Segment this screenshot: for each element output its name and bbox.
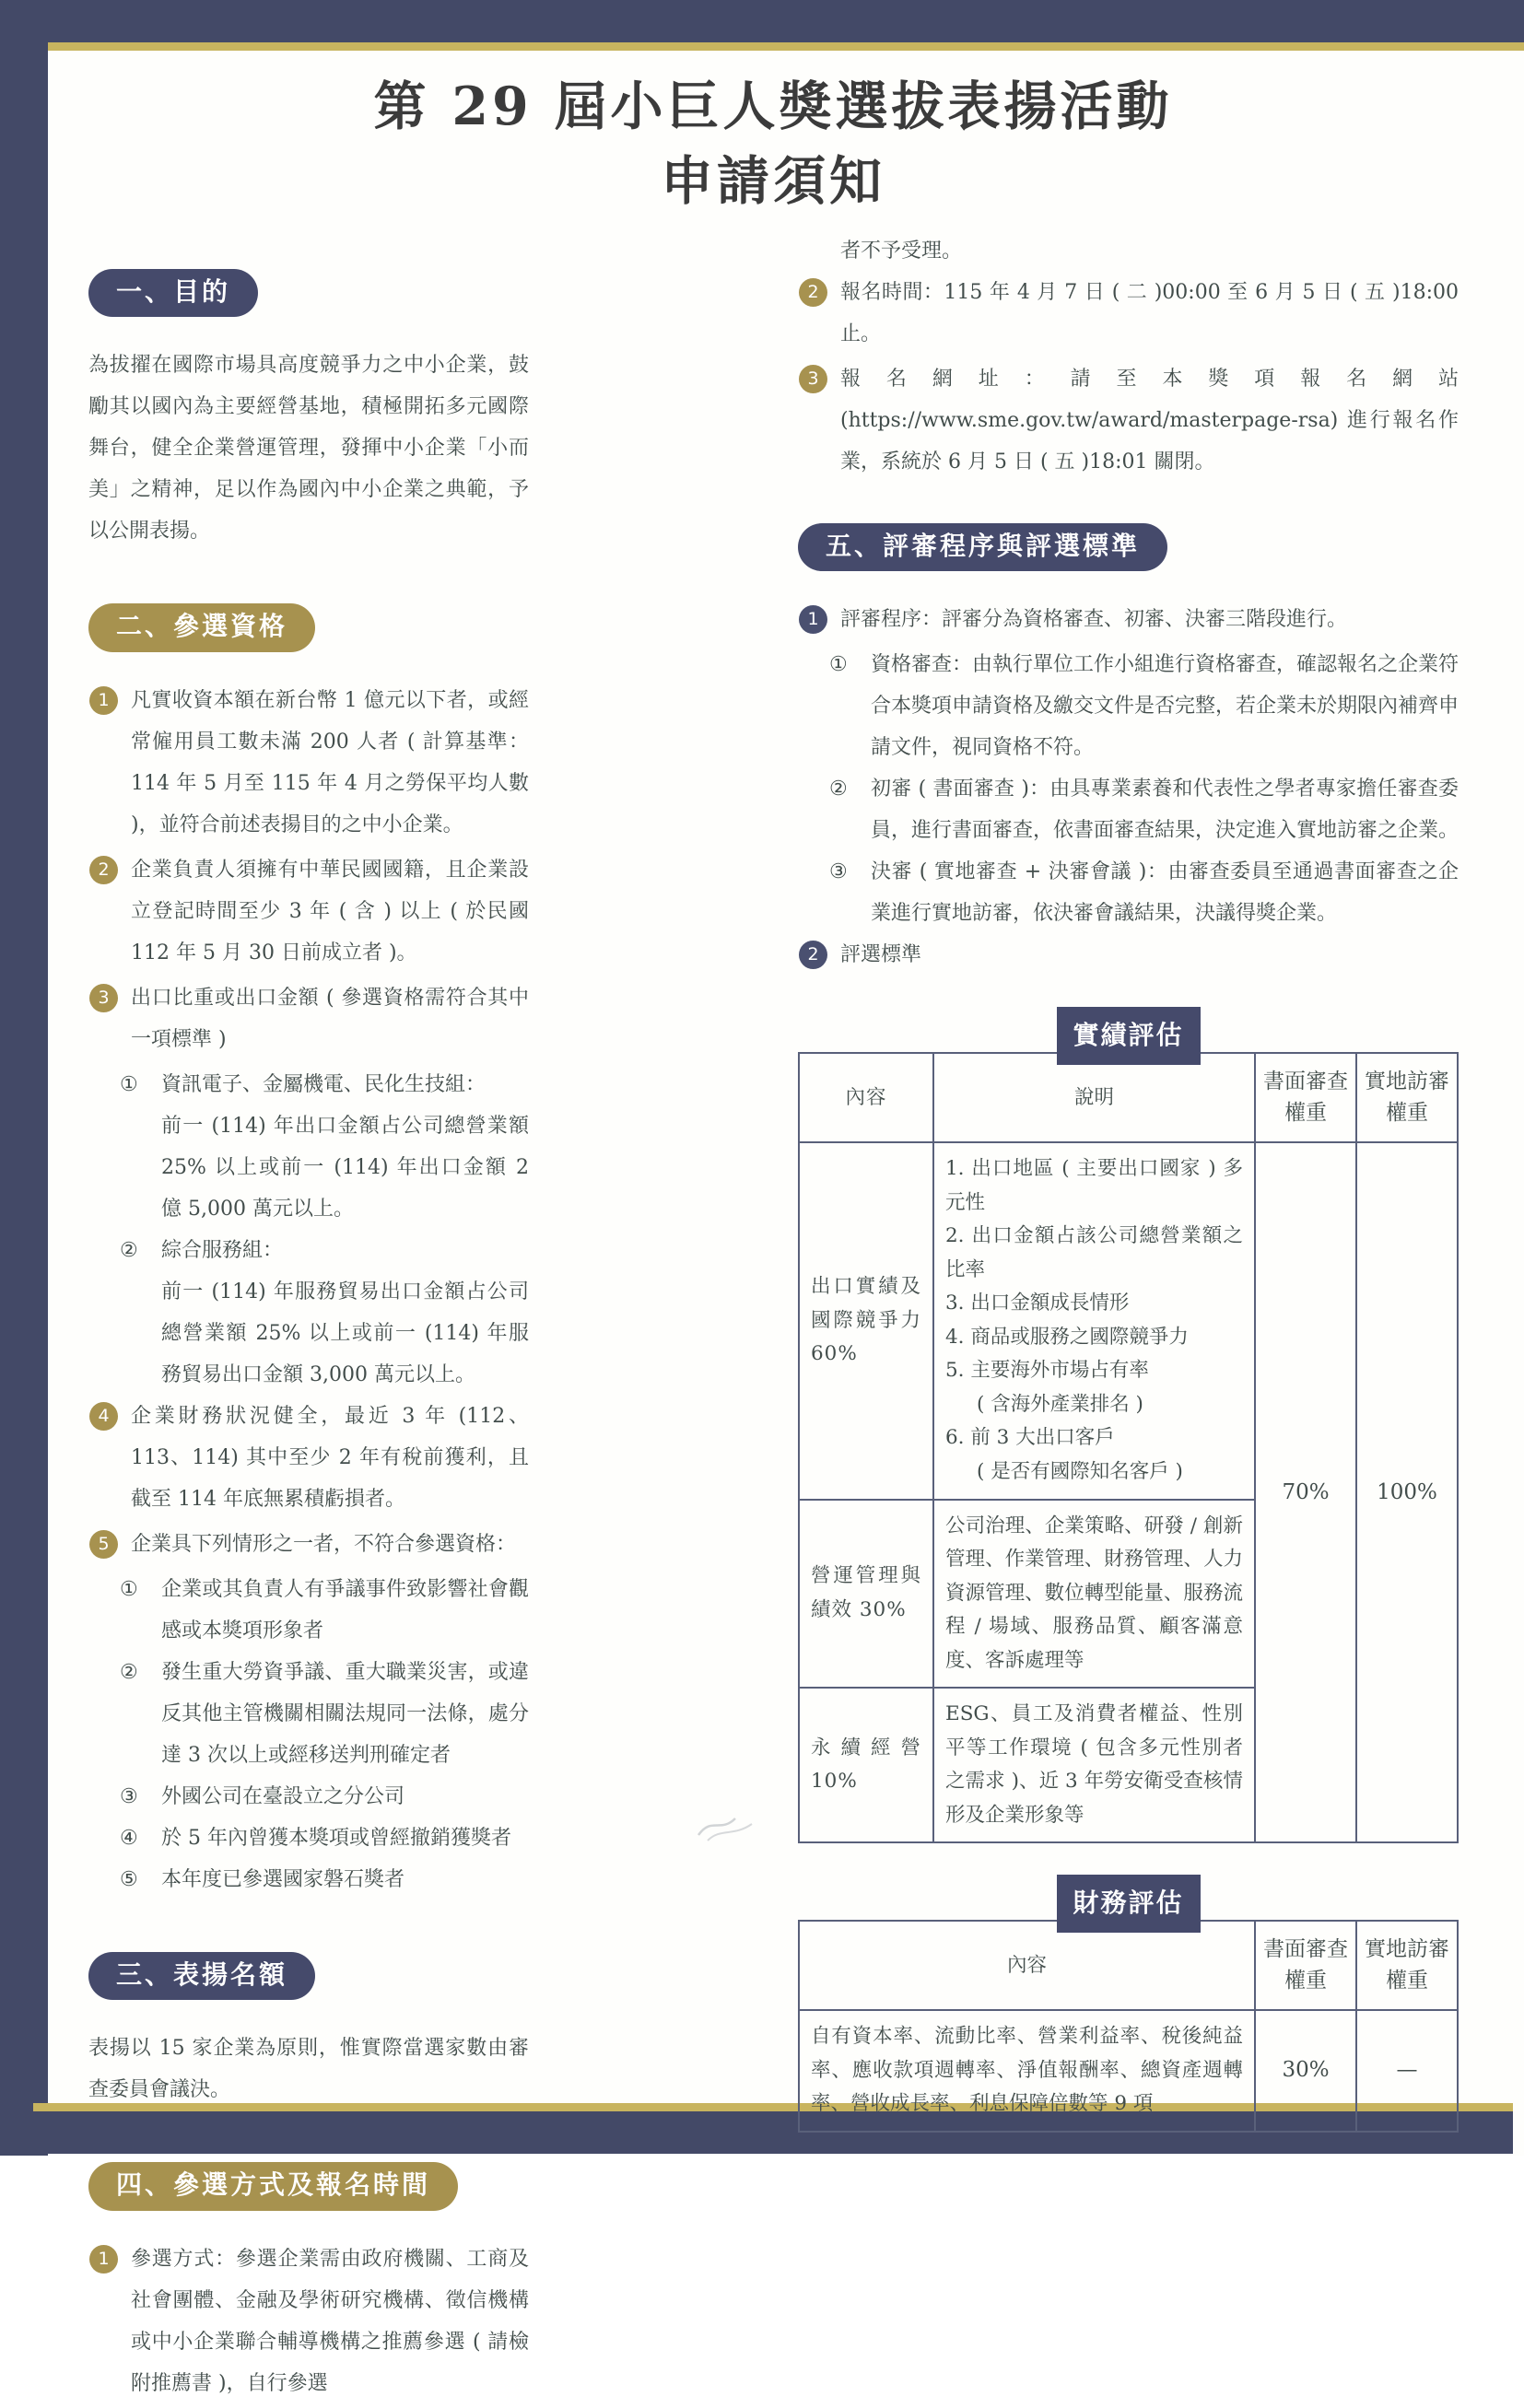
item-number-badge: 1	[89, 2245, 118, 2274]
eligibility-item-5	[88, 1524, 529, 1565]
table-row-export	[799, 1142, 1458, 1499]
cell-content: 營運管理與績效 30%	[799, 1500, 933, 1689]
application-item-1	[88, 2239, 529, 2404]
eligibility-item-4	[88, 1396, 529, 1520]
item-number-badge: 4	[89, 1402, 118, 1431]
performance-table-title: 實績評估	[1057, 1007, 1201, 1065]
frame-left-band	[0, 0, 48, 2156]
eligibility-item-3-subitems	[120, 1064, 529, 1396]
sub-item-text: 決審 ( 實地審查 + 決審會議 )：由審查委員至通過書面審查之企業進行實地訪審，依決審會議結果，決議得獎企業。	[871, 860, 1459, 926]
header-content: 內容	[799, 1053, 933, 1142]
sub-item-label: ②	[120, 1660, 138, 1684]
item-text: 企業財務狀況健全，最近 3 年 (112、113、114) 其中至少 2 年有稅前獲利，且截至 114 年底無累積虧損者。	[131, 1404, 529, 1511]
sub-item-label: ②	[829, 777, 848, 801]
item-number-badge: 3	[799, 365, 827, 393]
frame-top-band	[0, 0, 1524, 42]
review-item-1	[798, 599, 1459, 640]
table-header-row	[799, 1921, 1458, 2010]
review-item-1-subitems	[829, 644, 1459, 934]
page-title-line2: 申請須知	[661, 149, 885, 212]
desc-line: 6. 前 3 大出口客戶	[945, 1426, 1115, 1450]
sub-item-label: ④	[120, 1826, 138, 1850]
eligibility-item-3	[88, 977, 529, 1060]
item-text: 凡實收資本額在新台幣 1 億元以下者，或經常僱用員工數未滿 200 人者 ( 計算基準：114 年 5 月至 115 年 4 月之勞保平均人數 )，並符合前述表揚目的之中小企業。	[131, 688, 529, 836]
sub-item-text: 資格審查：由執行單位工作小組進行資格審查，確認報名之企業符合本獎項申請資格及繳交文件是否完整，若企業未於期限內補齊申請文件，視同資格不符。	[871, 653, 1460, 760]
sub-item-text: 本年度已參選國家磐石獎者	[161, 1867, 405, 1891]
quota-paragraph: 表揚以 15 家企業為原則，惟實際當選家數由審查委員會議決。	[88, 2037, 529, 2102]
sub-item	[120, 1230, 529, 1396]
section-badge-quota: 三、表揚名額	[88, 1952, 315, 2000]
performance-evaluation-block	[798, 1007, 1459, 1843]
sub-item-label: ①	[829, 653, 848, 677]
financial-evaluation-table	[798, 1920, 1459, 2132]
header-description: 說明	[933, 1053, 1255, 1142]
financial-evaluation-block	[798, 1875, 1459, 2132]
desc-line: 1. 出口地區 ( 主要出口國家 ) 多元性	[945, 1157, 1243, 1214]
application-item-2	[798, 272, 1459, 355]
item-number-badge: 2	[799, 278, 827, 307]
sub-item-label: ③	[120, 1784, 138, 1808]
cell-site-weight: —	[1356, 2010, 1458, 2132]
sub-item-text: 企業或其負責人有爭議事件致影響社會觀感或本獎項形象者	[161, 1577, 529, 1642]
sub-item-head: 綜合服務組：	[161, 1238, 284, 1262]
section-badge-application: 四、參選方式及報名時間	[88, 2162, 458, 2210]
right-column	[798, 230, 1459, 2133]
sub-item-body: 前一 (114) 年服務貿易出口金額占公司總營業額 25% 以上或前一 (114) 年服務貿易出口金額 3,000 萬元以上。	[161, 1280, 529, 1386]
desc-line: ( 含海外產業排名 )	[977, 1392, 1143, 1416]
eligibility-item-2	[88, 849, 529, 974]
sub-item-label: ⑤	[120, 1867, 138, 1891]
cell-content: 永續經營 10%	[799, 1688, 933, 1842]
sub-item	[120, 1569, 529, 1652]
item-number-badge: 2	[799, 941, 827, 969]
sub-item	[829, 644, 1459, 768]
header-doc-weight: 書面審查權重	[1255, 1921, 1356, 2010]
item-number-badge: 1	[89, 686, 118, 715]
sub-item-text	[161, 1230, 529, 1396]
table-header-row	[799, 1053, 1458, 1142]
cell-site-weight: 100%	[1356, 1142, 1458, 1842]
sub-item-label: ②	[120, 1238, 138, 1262]
sub-item	[829, 851, 1459, 934]
left-column	[88, 269, 529, 2408]
cell-content: 出口實績及國際競爭力 60%	[799, 1142, 933, 1499]
item-text: 企業具下列情形之一者，不符合參選資格：	[131, 1532, 517, 1556]
sub-item-text: 於 5 年內曾獲本獎項或曾經撤銷獲獎者	[161, 1826, 511, 1850]
review-item-2	[798, 934, 1459, 976]
sub-item	[120, 1776, 529, 1818]
sub-item-text	[161, 1064, 529, 1230]
sub-item	[120, 1652, 529, 1776]
financial-table-title: 財務評估	[1057, 1875, 1201, 1933]
sub-item-label: ①	[120, 1072, 138, 1096]
desc-line: 5. 主要海外市場占有率	[945, 1359, 1149, 1383]
eligibility-item-5-subitems	[120, 1569, 529, 1900]
item-number-badge: 1	[799, 605, 827, 634]
item-text: 評審程序：評審分為資格審查、初審、決審三階段進行。	[840, 608, 1348, 632]
sub-item-body: 前一 (114) 年出口金額占公司總營業額 25% 以上或前一 (114) 年出口金額 2 億 5,000 萬元以上。	[161, 1114, 529, 1221]
page-title	[88, 70, 1459, 219]
application-item-3	[798, 358, 1459, 483]
cell-doc-weight: 30%	[1255, 2010, 1356, 2132]
sub-item-label: ①	[120, 1577, 138, 1601]
cell-description	[933, 1142, 1255, 1499]
performance-evaluation-table	[798, 1052, 1459, 1843]
frame-gold-line-top	[48, 42, 1524, 51]
header-site-weight: 實地訪審權重	[1356, 1053, 1458, 1142]
cell-description: ESG、員工及消費者權益、性別平等工作環境 ( 包含多元性別者之需求 )、近 3 年勞安衛受查核情形及企業形象等	[933, 1688, 1255, 1842]
item-text: 評選標準	[840, 943, 922, 967]
sub-item-text: 外國公司在臺設立之分公司	[161, 1784, 405, 1808]
section-badge-purpose: 一、目的	[88, 269, 258, 317]
item-number-badge: 2	[89, 856, 118, 884]
desc-line: 2. 出口金額占該公司總營業額之比率	[945, 1224, 1243, 1281]
sub-item-head: 資訊電子、金屬機電、民化生技組：	[161, 1072, 487, 1096]
cell-doc-weight: 70%	[1255, 1142, 1356, 1842]
sub-item	[120, 1818, 529, 1859]
sub-item	[829, 768, 1459, 851]
sub-item	[120, 1859, 529, 1900]
sub-item	[120, 1064, 529, 1230]
item-text: 企業負責人須擁有中華民國國籍，且企業設立登記時間至少 3 年 ( 含 ) 以上 ( 於民國 112 年 5 月 30 日前成立者 )。	[131, 858, 529, 964]
item-text: 報名網址：請至本獎項報名網站 (https://www.sme.gov.tw/award/masterpage-rsa) 進行報名作業，系統於 6 月 5 日 ( 五 )18:01 關閉。	[840, 368, 1459, 473]
item-text: 報名時間：115 年 4 月 7 日 ( 二 )00:00 至 6 月 5 日 ( 五 )18:00 止。	[840, 281, 1459, 345]
header-content: 內容	[799, 1921, 1255, 2010]
item-text: 出口比重或出口金額 ( 參選資格需符合其中一項標準 )	[131, 986, 529, 1051]
header-site-weight: 實地訪審權重	[1356, 1921, 1458, 2010]
pen-mark	[693, 1807, 763, 1848]
sub-item-label: ③	[829, 860, 848, 884]
section-badge-eligibility: 二、參選資格	[88, 603, 315, 651]
purpose-paragraph: 為拔擢在國際市場具高度競爭力之中小企業，鼓勵其以國內為主要經營基地，積極開拓多元國際舞台，健全企業營運管理，發揮中小企業「小而美」之精神，足以作為國內中小企業之典範，予以公開表揚。	[88, 354, 529, 544]
cell-content: 自有資本率、流動比率、營業利益率、稅後純益率、應收款項週轉率、淨值報酬率、總資產週轉率、營收成長率、利息保障倍數等 9 項	[799, 2010, 1255, 2132]
item-number-badge: 5	[89, 1530, 118, 1559]
header-doc-weight: 書面審查權重	[1255, 1053, 1356, 1142]
item-text: 參選方式：參選企業需由政府機關、工商及社會團體、金融及學術研究機構、徵信機構或中小企業聯合輔導機構之推薦參選 ( 請檢附推薦書 )，自行參選	[131, 2247, 529, 2395]
cell-description: 公司治理、企業策略、研發 / 創新管理、作業管理、財務管理、人力資源管理、數位轉型能量、服務流程 / 場域、服務品質、顧客滿意度、客訴處理等	[933, 1500, 1255, 1689]
sub-item-text: 初審 ( 書面審查 )：由具專業素養和代表性之學者專家擔任審查委員，進行書面審查，依書面審查結果，決定進入實地訪審之企業。	[871, 777, 1460, 843]
application-item-1-continuation: 者不予受理。	[840, 240, 963, 263]
page-title-line1: 第 29 屆小巨人獎選拔表揚活動	[373, 76, 1173, 137]
desc-line: 4. 商品或服務之國際競爭力	[945, 1325, 1189, 1349]
desc-line: 3. 出口金額成長情形	[945, 1292, 1130, 1315]
sub-item-text: 發生重大勞資爭議、重大職業災害，或違反其他主管機關相關法規同一法條，處分達 3 次以上或經移送判刑確定者	[161, 1660, 529, 1767]
desc-line: ( 是否有國際知名客戶 )	[977, 1460, 1183, 1483]
section-badge-review: 五、評審程序與評選標準	[798, 523, 1167, 571]
eligibility-item-1	[88, 680, 529, 846]
table-row-financial	[799, 2010, 1458, 2132]
item-number-badge: 3	[89, 984, 118, 1012]
